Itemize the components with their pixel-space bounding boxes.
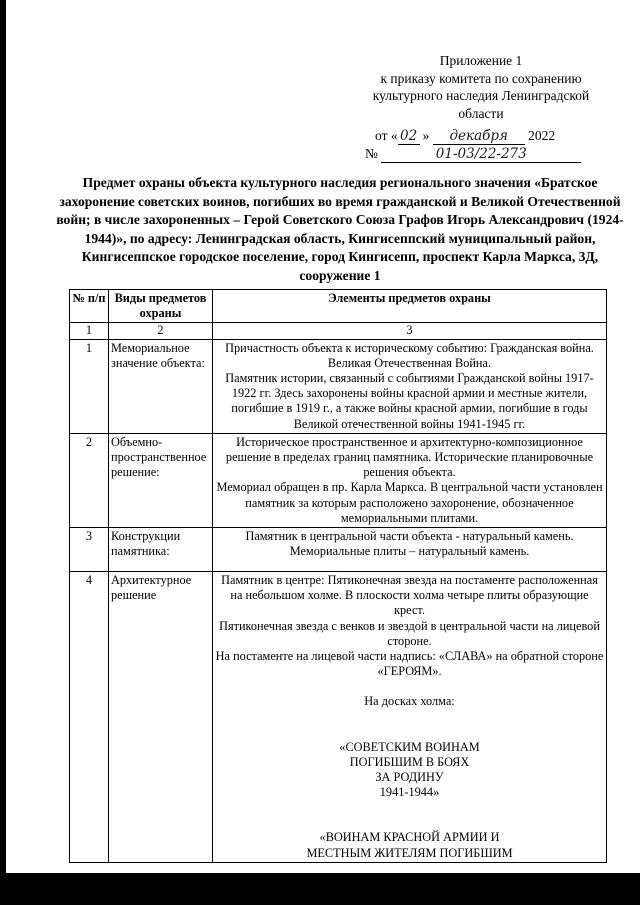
spacer (215, 800, 604, 815)
appendix-line: культурного наследия Ленинградской (372, 88, 590, 103)
header-num: № п/п (70, 290, 109, 323)
order-date (375, 128, 605, 145)
appendix-line: области (458, 105, 504, 121)
row-num: 4 (70, 572, 109, 863)
appendix-line: к приказу комитета по сохранению (380, 70, 582, 86)
inscription-line: ЗА РОДИНУ (375, 770, 444, 785)
appendix-header (350, 52, 612, 122)
number-prefix: № (365, 146, 378, 161)
document-title: Предмет охраны объекта культурного наследия регионального значения «Братское захоронение советских воинов, погибших во время гражданской и Великой Отечественной войн; в числе захороненных – Герой Советского Союза Графов Игорь Александрович (1924-1944)», по адресу: Ленинградская область, Кингисеппский муниципальный район, Кингисеппское городское поселение, город Кингисепп, проспект Карла Маркса, 3Д, сооружение 1 (56, 175, 624, 283)
index-cell: 1 (70, 323, 109, 339)
index-cell: 3 (213, 323, 607, 339)
table-row (70, 433, 607, 527)
spacer (215, 710, 604, 725)
spacer (215, 725, 604, 740)
header-type: Виды предметов охраны (109, 290, 213, 323)
row-type: Мемориальное значение объекта: (109, 339, 213, 433)
element-line: Мемориальные плиты – натуральный камень. (289, 544, 530, 559)
row-type: Объемно-пространственное решение: (109, 433, 213, 527)
row-elements (213, 339, 607, 433)
row-elements (213, 572, 607, 863)
header-elements: Элементы предметов охраны (213, 290, 607, 323)
element-line: На постаменте на лицевой части надпись: «СЛАВА» на обратной стороне «ГЕРОЯМ». (215, 649, 604, 679)
order-number (365, 146, 605, 163)
row-elements (213, 433, 607, 527)
row-num: 3 (70, 528, 109, 572)
scan-border-bottom (0, 873, 640, 905)
number-value: 01-03/22-273 (381, 146, 581, 163)
date-prefix: от « (375, 128, 398, 143)
row-type: Архитектурное решение (109, 572, 213, 863)
element-line: Мемориал обращен в пр. Карла Маркса. В центральной части установлен памятник за которым расположено захоронение, обозначенное мемориальными плитами. (216, 480, 603, 525)
element-line: Памятник в центральной части объекта - натуральный камень. (245, 529, 574, 544)
protection-table (69, 289, 607, 863)
index-cell: 2 (109, 323, 213, 339)
date-year: 2022 (528, 128, 556, 143)
inscription-line: ПОГИБШИМ В БОЯХ (349, 754, 470, 769)
row-num: 2 (70, 433, 109, 527)
inscription-line: «СОВЕТСКИМ ВОИНАМ (339, 739, 480, 754)
row-type: Конструкции памятника: (109, 528, 213, 572)
element-line: Причастность объекта к историческому событию: Гражданская война. Великая Отечественная Война. (225, 340, 594, 370)
element-line: Памятник истории, связанный с событиями Гражданской войны 1917-1922 гг. Здесь захоронены войны красной армии и местные жители, погибшие в 1919 г., а также войны красной армии, погибшие в годы Великой отечественной войны 1941-1945 гг. (225, 371, 594, 431)
row-num: 1 (70, 339, 109, 433)
appendix-line: Приложение 1 (439, 53, 523, 68)
inscription-line: «ВОИНАМ КРАСНОЙ АРМИИ И (319, 830, 500, 845)
table-row (70, 339, 607, 433)
element-line: Историческое пространственное и архитектурно-композиционное решение в пределах границ памятника. Исторические планировочные решения объекта. (225, 434, 594, 480)
element-line: На досках холма: (364, 694, 455, 709)
element-line: Пятиконечная звезда с венков и звездой в центральной части на лицевой стороне. (219, 618, 600, 648)
inscription-line: МЕСТНЫМ ЖИТЕЛЯМ ПОГИБШИМ (306, 845, 513, 860)
table-header-row (70, 290, 607, 323)
spacer (215, 679, 604, 694)
row-elements (213, 528, 607, 572)
inscription-line: 1941-1944» (379, 785, 440, 800)
element-line: Памятник в центре: Пятиконечная звезда на постаменте расположенная на небольшом холме. В плоскости холма четыре плиты образующие крест. (221, 573, 598, 618)
table-row (70, 528, 607, 572)
spacer (215, 815, 604, 830)
table-row (70, 572, 607, 863)
date-mid: » (422, 128, 430, 143)
table-index-row (70, 323, 607, 339)
scan-border-left (0, 0, 6, 905)
date-month: декабря (433, 128, 525, 145)
date-day: 02 (398, 128, 420, 145)
